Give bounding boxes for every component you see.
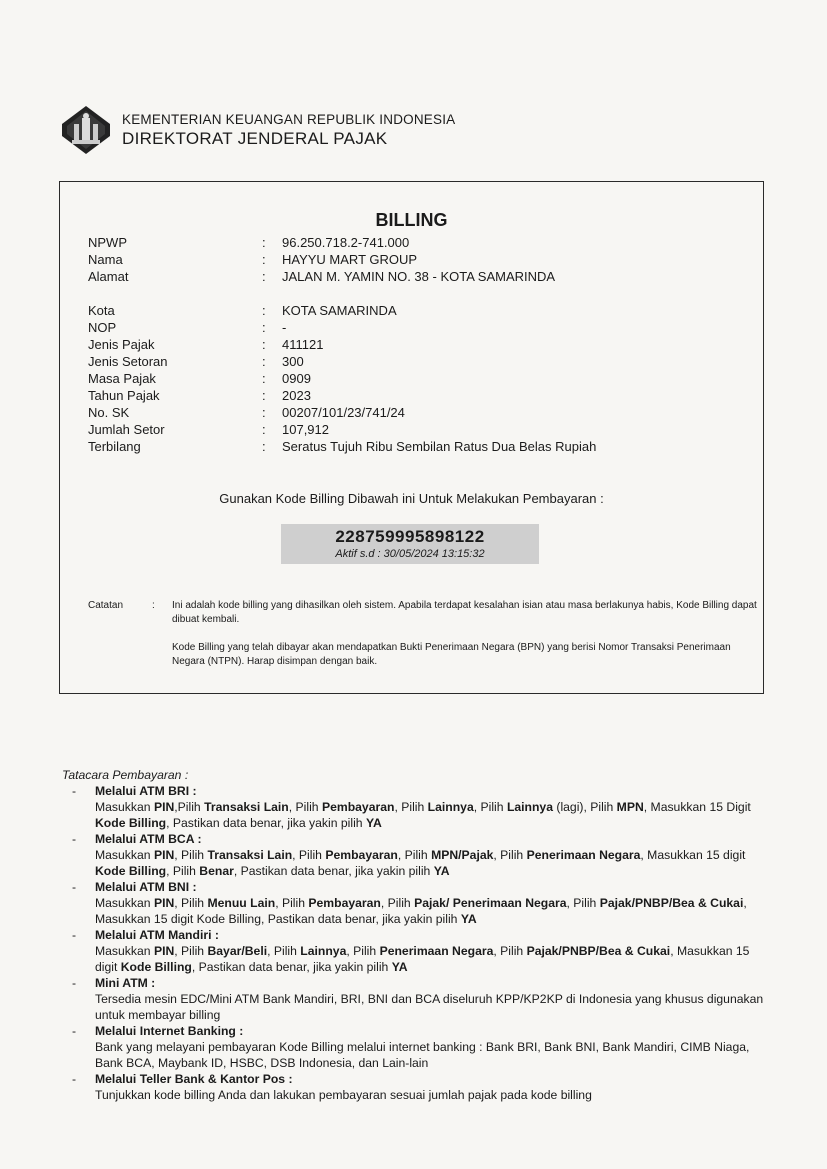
procedure-title: Melalui Teller Bank & Kantor Pos : <box>95 1072 293 1086</box>
notes-separator: : <box>152 600 155 611</box>
field-value: KOTA SAMARINDA <box>282 303 397 318</box>
notes-paragraph-1: Ini adalah kode billing yang dihasilkan oleh sistem. Apabila terdapat kesalahan isian atau masa berlakunya habis, Kode Billing dapat dibuat kembali. <box>172 600 757 625</box>
list-dash: - <box>72 1072 77 1086</box>
billing-code[interactable]: 228759995898122 <box>335 527 485 546</box>
procedure-body: Masukkan PIN, Pilih Transaksi Lain, Pilih Pembayaran, Pilih MPN/Pajak, Pilih Penerimaan Negara, Masukkan 15 digit Kode Billing, Pilih Benar, Pastikan data benar, jika yakin pilih YA <box>95 848 746 878</box>
field-separator: : <box>262 337 266 352</box>
field-value: - <box>282 320 287 335</box>
field-label: Nama <box>88 252 123 267</box>
field-value: 2023 <box>282 388 311 403</box>
list-dash: - <box>72 976 77 990</box>
field-label: Jenis Pajak <box>88 337 155 352</box>
field-separator: : <box>262 235 266 250</box>
field-separator: : <box>262 388 266 403</box>
procedure-body: Masukkan PIN, Pilih Bayar/Beli, Pilih Lainnya, Pilih Penerimaan Negara, Pilih Pajak/PNBP/Bea & Cukai, Masukkan 15 digit Kode Billing, Pastikan data benar, jika yakin pilih YA <box>95 944 750 974</box>
list-dash: - <box>72 928 77 942</box>
field-label: Jenis Setoran <box>88 354 168 369</box>
field-row <box>88 251 596 268</box>
procedure-body: Tersedia mesin EDC/Mini ATM Bank Mandiri, BRI, BNI dan BCA diseluruh KPP/KP2KP di Indonesia yang khusus digunakan untuk membayar billing <box>95 992 764 1022</box>
billing-fields <box>88 234 596 455</box>
field-row <box>88 319 596 336</box>
field-separator: : <box>262 320 266 335</box>
procedure-item <box>62 879 772 927</box>
field-value: 00207/101/23/741/24 <box>282 405 405 420</box>
field-label: Terbilang <box>88 439 141 454</box>
procedure-title: Melalui ATM BNI : <box>95 880 197 894</box>
procedure-item <box>62 1071 772 1103</box>
field-separator: : <box>262 269 266 284</box>
field-value: 96.250.718.2-741.000 <box>282 235 410 250</box>
billing-box <box>59 181 764 694</box>
field-row <box>88 370 596 387</box>
field-row <box>88 421 596 438</box>
field-row <box>88 387 596 404</box>
field-label: NOP <box>88 320 117 335</box>
field-label: Tahun Pajak <box>88 388 160 403</box>
field-value: 0909 <box>282 371 311 386</box>
field-value: JALAN M. YAMIN NO. 38 - KOTA SAMARINDA <box>282 269 556 284</box>
field-value: 300 <box>282 354 304 369</box>
document-header <box>60 104 455 156</box>
billing-expiry: Aktif s.d : 30/05/2024 13:15:32 <box>335 548 485 560</box>
field-label: Masa Pajak <box>88 371 156 386</box>
payment-instruction: Gunakan Kode Billing Dibawah ini Untuk Melakukan Pembayaran : <box>219 491 604 506</box>
list-dash: - <box>72 832 77 846</box>
field-row <box>88 234 596 251</box>
procedure-item <box>62 975 772 1023</box>
procedure-title: Mini ATM : <box>95 976 156 990</box>
procedure-item <box>62 831 772 879</box>
field-value: Seratus Tujuh Ribu Sembilan Ratus Dua Belas Rupiah <box>282 439 597 454</box>
procedure-title: Melalui ATM BRI : <box>95 784 197 798</box>
field-separator: : <box>262 405 266 420</box>
procedure-body: Masukkan PIN,Pilih Transaksi Lain, Pilih Pembayaran, Pilih Lainnya, Pilih Lainnya (lagi), Pilih MPN, Masukkan 15 Digit Kode Billing, Pastikan data benar, jika yakin pilih YA <box>95 800 751 830</box>
field-value: HAYYU MART GROUP <box>282 252 418 267</box>
procedure-body: Tunjukkan kode billing Anda dan lakukan pembayaran sesuai jumlah pajak pada kode billing <box>95 1088 592 1102</box>
field-separator: : <box>262 439 266 454</box>
field-row <box>88 404 596 421</box>
procedure-item <box>62 927 772 975</box>
procedure-item <box>62 1023 772 1071</box>
field-label: Alamat <box>88 269 129 284</box>
field-label: Kota <box>88 303 115 318</box>
field-separator: : <box>262 354 266 369</box>
field-label: No. SK <box>88 405 130 420</box>
notes-label: Catatan <box>88 600 124 611</box>
billing-code-box <box>281 524 539 564</box>
procedure-title: Melalui ATM BCA : <box>95 832 202 846</box>
procedure-title: Melalui ATM Mandiri : <box>95 928 219 942</box>
field-row <box>88 438 596 455</box>
field-row <box>88 336 596 353</box>
field-value: 411121 <box>282 337 324 352</box>
list-dash: - <box>72 880 77 894</box>
billing-title: BILLING <box>375 210 448 230</box>
field-label: NPWP <box>88 235 127 250</box>
field-row <box>88 268 596 285</box>
procedure-body: Bank yang melayani pembayaran Kode Billing melalui internet banking : Bank BRI, Bank BNI, Bank Mandiri, CIMB Niaga, Bank BCA, Maybank ID, HSBC, DSB Indonesia, dan Lain-lain <box>95 1040 750 1070</box>
field-label: Jumlah Setor <box>88 422 165 437</box>
procedure-item <box>62 783 772 831</box>
directorate-name: DIREKTORAT JENDERAL PAJAK <box>122 128 388 148</box>
notes-paragraph-2: Kode Billing yang telah dibayar akan mendapatkan Bukti Penerimaan Negara (BPN) yang berisi Nomor Transaksi Penerimaan Negara (NTPN). Harap disimpan dengan baik. <box>172 642 731 667</box>
field-separator: : <box>262 371 266 386</box>
procedure-body: Masukkan PIN, Pilih Menuu Lain, Pilih Pembayaran, Pilih Pajak/ Penerimaan Negara, Pilih Pajak/PNBP/Bea & Cukai, Masukkan 15 digit Kode Billing, Pastikan data benar, jika yakin pilih YA <box>95 896 747 926</box>
list-dash: - <box>72 1024 77 1038</box>
field-row <box>88 353 596 370</box>
payment-procedures <box>62 767 772 1103</box>
field-row <box>88 302 596 319</box>
field-value: 107,912 <box>282 422 329 437</box>
list-dash: - <box>72 784 77 798</box>
field-separator: : <box>262 252 266 267</box>
field-separator: : <box>262 303 266 318</box>
procedure-title: Melalui Internet Banking : <box>95 1024 244 1038</box>
procedures-list <box>62 783 772 1103</box>
ministry-emblem-icon <box>60 104 112 156</box>
field-separator: : <box>262 422 266 437</box>
procedures-heading: Tatacara Pembayaran : <box>62 768 189 782</box>
ministry-name: KEMENTERIAN KEUANGAN REPUBLIK INDONESIA <box>122 111 456 127</box>
